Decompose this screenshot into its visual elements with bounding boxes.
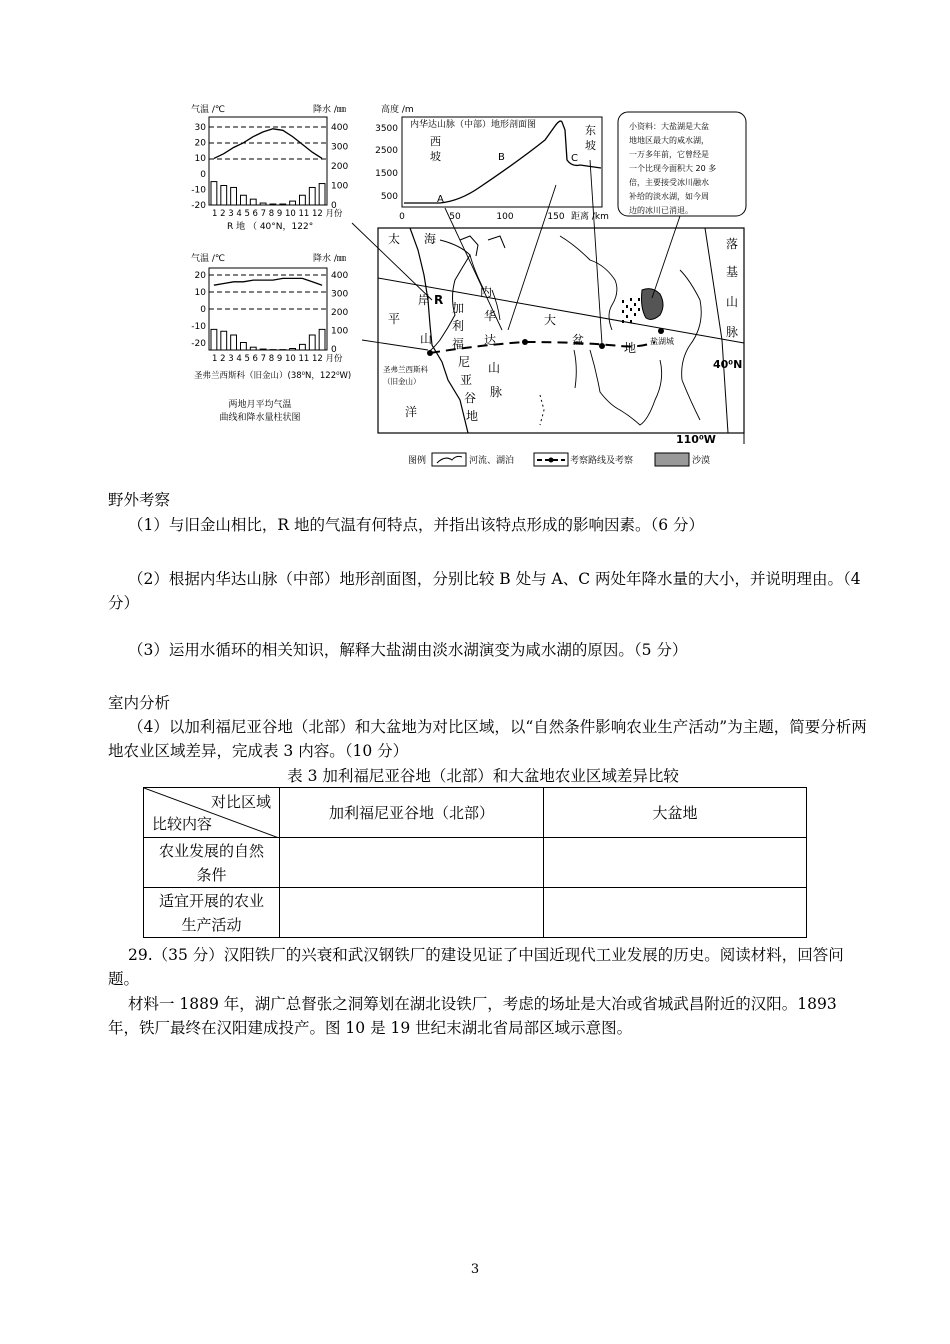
profile-xtick: 50 [449, 212, 461, 222]
material-1: 材料一 1889 年，湖广总督张之洞筹划在湖北设铁厂，考虑的场址是大冶或省城武昌附近的汉阳。1893 年，铁厂最终在汉阳建成投产。图 10 是 19 世纪末湖北省局部区域示意图。 [108, 995, 837, 1037]
temp-tick-label: 0 [200, 169, 206, 180]
precip-tick-label: 300 [331, 142, 349, 153]
table-caption: 表 3 加利福尼亚谷地（北部）和大盆地农业区域差异比较 [287, 767, 679, 785]
note-box [618, 112, 746, 216]
col-header-basin: 大盆地 [544, 788, 807, 838]
note-line: 小资料：大盐湖是大盆 [629, 122, 709, 131]
row-header-activities [144, 888, 280, 938]
point-a: A [437, 194, 444, 205]
profile-ytick: 3500 [375, 124, 398, 134]
profile-ytick: 500 [380, 192, 398, 202]
temp-tick-label: -20 [191, 339, 206, 349]
answer-cell[interactable] [544, 838, 807, 888]
map-basin: 地 [624, 341, 637, 355]
field-heading: 野外考察 [108, 491, 171, 509]
r-temp-axis-label: 气温 /℃ [191, 105, 226, 115]
legend-river: 河流、湖泊 [469, 456, 515, 466]
answer-cell[interactable] [280, 888, 544, 938]
profile-ytick: 1500 [375, 169, 398, 179]
climate-chart-r [191, 103, 348, 232]
east-slope-label: 坡 [585, 139, 596, 152]
profile-xtick: 0 [399, 212, 405, 222]
precip-bar [211, 182, 217, 205]
precip-tick-label: 100 [331, 181, 349, 192]
r-precip-axis-label: 降水 /㎜ [313, 105, 346, 115]
map-pacific: 洋 [405, 405, 418, 419]
question-3: （3）运用水循环的相关知识，解释大盐湖由淡水湖演变为咸水湖的原因。（5 分） [128, 641, 688, 659]
map-nevada: 内 [480, 285, 493, 299]
legend [408, 453, 710, 466]
temp-tick-label: 20 [194, 138, 206, 149]
precip-bar [250, 347, 256, 350]
temp-tick-label: 20 [194, 271, 206, 281]
geography-figure [0, 0, 950, 475]
map-shan: 山 [420, 332, 433, 346]
precip-bar [241, 343, 247, 351]
map-sf-label: （旧金山） [383, 377, 421, 386]
precip-bar [309, 335, 315, 350]
note-line: 一万多年前，它曾经是 [629, 150, 709, 159]
precip-bar [290, 201, 296, 205]
precip-bar [221, 331, 227, 350]
page-number: 3 [470, 1262, 480, 1277]
sf-station-label: 圣弗兰西斯科（旧金山）(38⁰N，122⁰W) [194, 371, 352, 381]
answer-cell[interactable] [280, 838, 544, 888]
note-line: 一个比现今面积大 20 多 [629, 164, 717, 173]
map-rocky: 落 [726, 237, 739, 251]
temp-tick-label: -20 [191, 201, 206, 211]
map-valley: 地 [466, 409, 479, 423]
answer-cell[interactable] [544, 888, 807, 938]
map-valley: 谷 [464, 391, 477, 405]
col-header-california: 加利福尼亚谷地（北部） [280, 788, 544, 838]
comparison-table [143, 787, 807, 938]
profile-ytick: 2500 [375, 146, 398, 156]
temp-tick-label: -10 [191, 322, 206, 332]
legend-title: 图例 [408, 456, 427, 466]
diag-bottom-label: 比较内容 [152, 815, 213, 833]
diag-top-label: 对比区域 [210, 793, 271, 811]
precip-tick-label: 0 [331, 201, 337, 211]
precip-bar [300, 195, 306, 205]
map-valley: 加 [452, 301, 465, 315]
map-coast: 岸 [418, 293, 431, 307]
east-slope-label: 东 [585, 124, 596, 137]
precip-tick-label: 200 [331, 308, 349, 318]
point-c: C [571, 153, 578, 164]
precip-bar [260, 203, 266, 205]
precip-bar [280, 204, 286, 205]
note-line: 补给的淡水湖，如今周 [629, 192, 709, 201]
map-valley: 亚 [460, 373, 473, 387]
precip-bar [300, 344, 306, 350]
profile-x-label: 距离 /km [571, 212, 609, 222]
sf-months-axis: 1 2 3 4 5 6 7 8 9 10 11 12 月份 [212, 354, 343, 364]
profile-y-label: 高度 /m [381, 105, 414, 115]
climate-chart-sf [191, 252, 351, 423]
west-slope-label: 西 [430, 135, 441, 148]
temp-tick-label: 0 [200, 305, 206, 315]
indoor-heading: 室内分析 [108, 694, 171, 712]
map-nevada: 达 [484, 333, 497, 347]
temp-curve [214, 129, 322, 159]
profile-xtick: 150 [547, 212, 565, 222]
row-header-conditions-text: 农业发展的自然条件 [158, 841, 264, 884]
map-valley: 尼 [458, 355, 471, 369]
precip-tick-label: 300 [331, 289, 349, 300]
map-hai: 海 [424, 232, 437, 246]
temp-tick-label: -10 [191, 185, 206, 196]
precip-tick-label: 400 [331, 123, 349, 133]
question-4: （4）以加利福尼亚谷地（北部）和大盆地为对比区域，以“自然条件影响农业生产活动”为主题，简要分析两地农业区域差异，完成表 3 内容。（10 分） [108, 718, 867, 760]
r-months-axis: 1 2 3 4 5 6 7 8 9 10 11 12 月份 [212, 209, 343, 219]
legend-route: 考察路线及考察 [570, 456, 634, 466]
profile-chart [375, 103, 609, 222]
precip-bar [221, 186, 227, 206]
sf-temp-axis-label: 气温 /℃ [191, 254, 226, 264]
map-nevada: 脉 [490, 385, 503, 399]
precip-bar [270, 204, 276, 205]
diagonal-header-cell [144, 788, 280, 838]
map-sf-label: 圣弗兰西斯科 [383, 365, 428, 374]
question-2: （2）根据内华达山脉（中部）地形剖面图，分别比较 B 处与 A、C 两处年降水量的大小，并说明理由。（4 分） [108, 570, 861, 612]
precip-bar [241, 195, 247, 205]
map-basin: 盆 [572, 333, 585, 347]
precip-bar [319, 329, 325, 350]
note-line: 倍，主要接受冰川融水 [629, 178, 709, 187]
precip-bar [231, 187, 237, 205]
row-header-activities-text: 适宜开展的农业生产活动 [158, 891, 264, 934]
map-nevada: 山 [488, 361, 501, 375]
r-station-label: R 地 （ 40°N，122° [227, 222, 314, 232]
map-nevada: 华 [484, 309, 497, 323]
map-basin: 大 [544, 313, 557, 327]
profile-title: 内华达山脉（中部）地形剖面图 [410, 120, 537, 130]
precip-tick-label: 200 [331, 162, 349, 172]
map-salt-lake-city: 盐湖城 [650, 337, 674, 346]
precip-bar [319, 184, 325, 205]
question-1: （1）与旧金山相比，R 地的气温有何特点，并指出该特点形成的影响因素。（6 分） [128, 516, 705, 534]
precip-bar [309, 187, 315, 205]
temp-curve [214, 278, 322, 285]
sf-precip-axis-label: 降水 /㎜ [313, 254, 346, 264]
map-valley: 利 [452, 319, 465, 333]
precip-bar [290, 349, 296, 351]
temp-tick-label: 30 [194, 123, 206, 133]
map-lon-label: 110⁰W [676, 433, 716, 446]
legend-desert: 沙漠 [692, 456, 711, 466]
map-pacific: 平 [388, 312, 401, 326]
map-rocky: 山 [726, 295, 739, 309]
profile-xtick: 100 [496, 212, 514, 222]
precip-bar [231, 335, 237, 350]
precip-tick-label: 0 [331, 345, 337, 355]
precip-bar [211, 329, 217, 350]
map-r-label: R [434, 293, 444, 307]
precip-tick-label: 100 [331, 326, 349, 337]
point-b: B [498, 152, 505, 163]
map-valley: 福 [452, 337, 465, 351]
precip-tick-label: 400 [331, 271, 349, 281]
row-header-conditions [144, 838, 280, 888]
map-lat-label: 40⁰N [713, 358, 743, 371]
west-slope-label: 坡 [430, 150, 441, 163]
climate-caption-1: 两地月平均气温 [228, 400, 292, 410]
question-29: 29.（35 分）汉阳铁厂的兴衰和武汉钢铁厂的建设见证了中国近现代工业发展的历史。阅读材料，回答问题。 [108, 946, 844, 988]
map-pacific: 太 [388, 232, 401, 246]
map-rocky: 脉 [726, 325, 739, 339]
precip-bar [260, 349, 266, 350]
map-rocky: 基 [726, 265, 739, 279]
precip-bar [250, 199, 256, 205]
climate-caption-2: 曲线和降水量柱状图 [219, 413, 301, 423]
note-line: 边的冰川已消退。 [629, 206, 693, 215]
note-line: 地地区最大的咸水湖， [629, 136, 709, 145]
temp-tick-label: 10 [194, 154, 206, 165]
temp-tick-label: 10 [194, 288, 206, 298]
